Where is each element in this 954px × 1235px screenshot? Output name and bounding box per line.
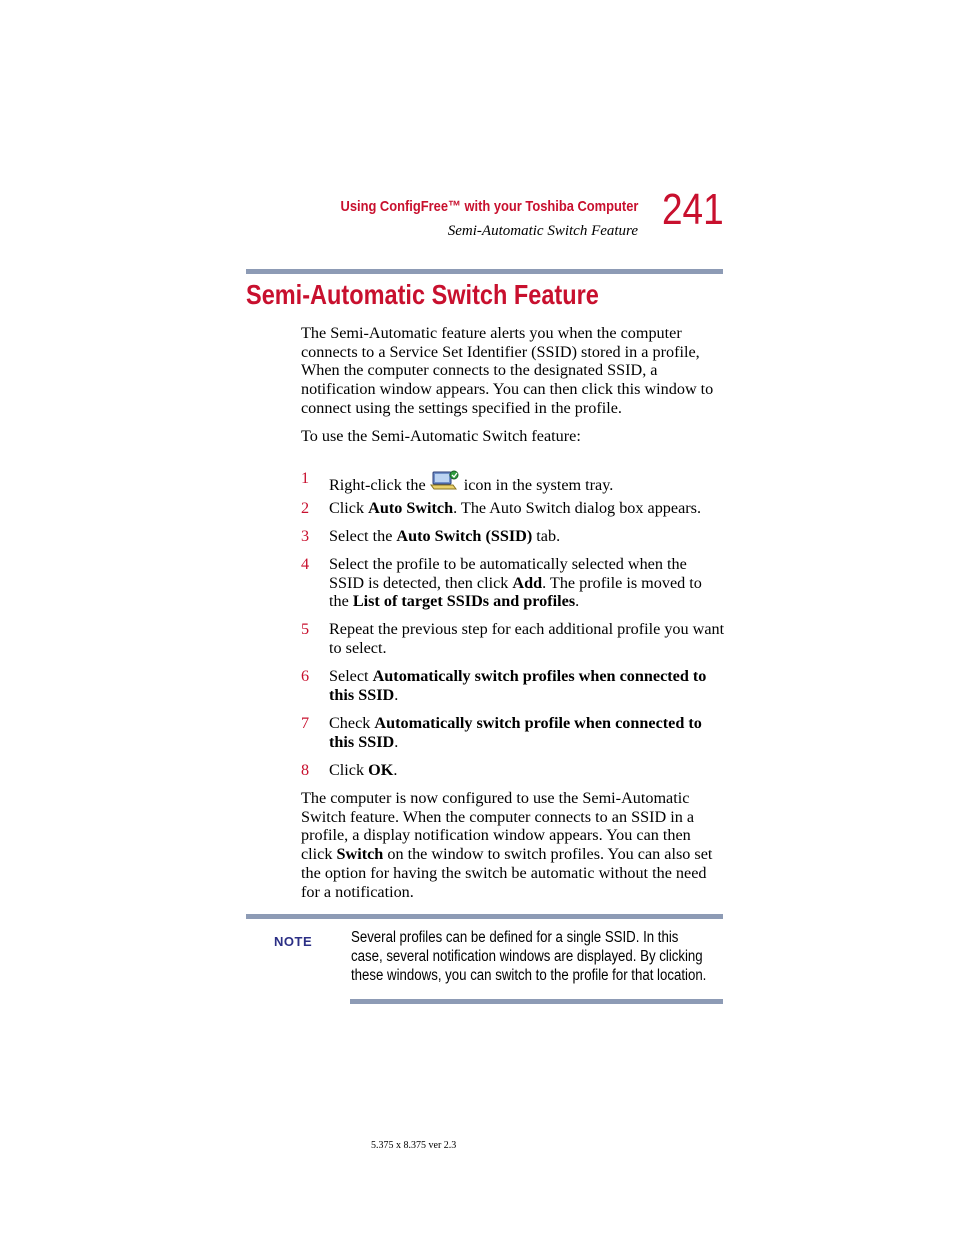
ui-term: Auto Switch (SSID) xyxy=(396,527,533,545)
ui-term: Automatically switch profiles when connected to this SSID xyxy=(329,667,707,704)
configfree-icon xyxy=(430,469,460,493)
text-run: . xyxy=(394,732,399,751)
text-run: on the window to switch profiles. You can also set the option for having the switch be automatic without the need for a notification. xyxy=(301,845,713,901)
step-number: 8 xyxy=(301,761,310,779)
text-run: . The profile is moved to the xyxy=(329,573,702,611)
text-run: tab. xyxy=(532,527,561,545)
text-run: . xyxy=(393,761,398,779)
note-label: NOTE xyxy=(274,934,313,949)
step-text xyxy=(329,499,725,518)
text-run: . xyxy=(394,685,399,704)
text-run: Select the profile to be automatically selected when the SSID is detected, then click xyxy=(329,555,687,592)
step-text xyxy=(329,761,725,780)
step-text xyxy=(329,555,725,611)
running-header-chapter: Using ConfigFree™ with your Toshiba Computer xyxy=(340,198,638,215)
text-run: Check xyxy=(329,714,375,732)
page-number: 241 xyxy=(662,185,724,234)
closing-paragraph xyxy=(301,789,725,901)
step-number: 7 xyxy=(301,714,310,732)
note-text: Several profiles can be defined for a single SSID. In this case, several notification windows are displayed. By clicking these windows, you can switch to the profile for that location. xyxy=(351,929,707,984)
heading-rule xyxy=(246,269,723,274)
ui-term: OK xyxy=(368,761,394,779)
text-run: . The Auto Switch dialog box appears. xyxy=(453,499,701,517)
step-text xyxy=(329,469,725,495)
ui-term: Add xyxy=(512,573,543,592)
step-number: 3 xyxy=(301,527,310,545)
text-run: The computer is now configured to use the Semi-Automatic Switch feature. When the computer connects to an SSID in a profile, a display notification window appears. You can then click xyxy=(301,789,695,864)
note-top-rule xyxy=(246,914,723,919)
step-text xyxy=(329,620,725,657)
text-run: Repeat the previous step for each additional profile you want to select. xyxy=(329,620,725,657)
ui-term: Auto Switch xyxy=(368,499,454,517)
running-header-section: Semi-Automatic Switch Feature xyxy=(447,223,638,239)
text-run: Select the xyxy=(329,527,397,545)
note-bottom-rule xyxy=(350,999,723,1004)
text-run: Click xyxy=(329,499,369,517)
text-run: icon in the system tray. xyxy=(459,476,614,494)
step-text xyxy=(329,527,725,546)
intro-lead-in: To use the Semi-Automatic Switch feature: xyxy=(301,427,581,445)
step-text xyxy=(329,667,725,704)
ui-term: List of target SSIDs and profiles xyxy=(352,592,576,611)
footer-version: 5.375 x 8.375 ver 2.3 xyxy=(371,1140,457,1151)
text-run: Right-click the xyxy=(329,476,430,494)
ui-term: Switch xyxy=(336,845,384,864)
page-title: Semi-Automatic Switch Feature xyxy=(246,279,599,310)
text-run: . xyxy=(575,592,580,611)
text-run: Select xyxy=(329,667,373,685)
intro-paragraph: The Semi-Automatic feature alerts you when the computer connects to a Service Set Identifier (SSID) stored in a profile, When the computer connects to the designated SSID, a notification window appears. You can then click this window to connect using the settings specified in the profile. xyxy=(301,324,714,417)
step-number: 1 xyxy=(301,469,310,487)
ui-term: Automatically switch profile when connected to this SSID xyxy=(329,714,702,751)
step-text xyxy=(329,714,725,751)
step-number: 2 xyxy=(301,499,310,517)
step-number: 6 xyxy=(301,667,310,685)
step-number: 5 xyxy=(301,620,310,638)
step-number: 4 xyxy=(301,555,310,573)
text-run: Click xyxy=(329,761,369,779)
